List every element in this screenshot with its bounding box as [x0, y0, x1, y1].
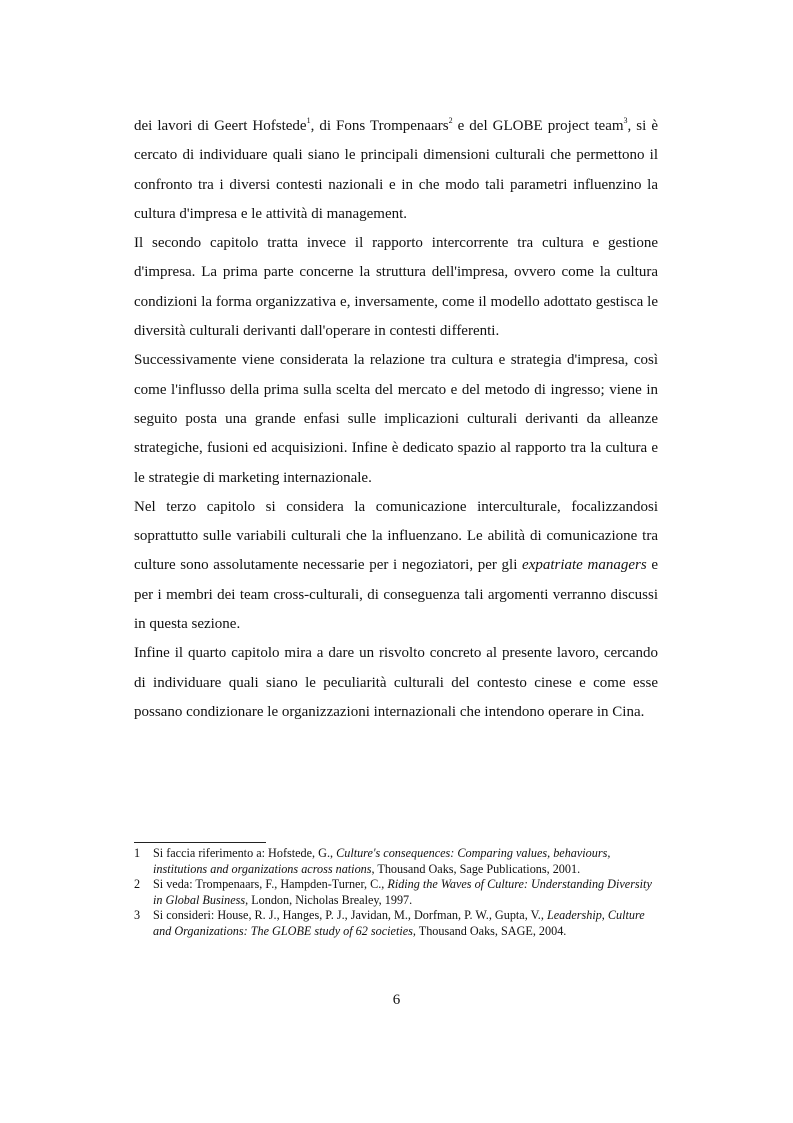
emphasis-term: expatriate managers [522, 557, 647, 574]
text-segment: Successivamente viene considerata la relazione tra cultura e strategia d'impresa, così come l'influsso della prima sulla scelta del mercato e del metodo di ingresso; viene in seguito posta una grande enfasi sulle implicazioni culturali derivanti da alleanze strategiche, fusioni ed acquisizioni. Infine è dedicato spazio al rapporto tra la cultura e le strategie di marketing internazionale. [134, 352, 658, 486]
text-segment: Si faccia riferimento a: Hofstede, G., [153, 846, 337, 860]
page-number: 6 [392, 992, 401, 1008]
footnote-ref-1[interactable]: 1 [306, 116, 311, 125]
footnote-text [153, 908, 658, 939]
text-segment: dei lavori di Geert Hofstede [134, 118, 307, 134]
footnote-text [153, 877, 658, 908]
paragraph-4 [134, 493, 658, 639]
citation-title: Riding the Waves of Culture: Understanding Diversity in Global Business [153, 877, 652, 907]
text-segment: e per i membri dei team cross-culturali, di conseguenza tali argomenti verranno discussi in questa sezione. [134, 557, 658, 633]
footnote-text [153, 846, 658, 877]
body-text [134, 112, 658, 727]
text-segment: , si è cercato di individuare quali siano le principali dimensioni culturali che permettono il confronto tra i diversi contesti nazionali e in che modo tali parametri influenzino la cultura d'impresa e le attività di management. [134, 118, 658, 222]
footnote-ref-3[interactable]: 3 [623, 116, 628, 125]
text-segment: , London, Nicholas Brealey, 1997. [245, 892, 413, 907]
text-segment: Nel terzo capitolo si considera la comunicazione interculturale, focalizzandosi soprattutto sulle variabili culturali che la influenzano. Le abilità di comunicazione tra culture sono assolutamente necessarie per i negoziatori, per gli [134, 498, 658, 574]
paragraph-1 [134, 112, 658, 229]
text-segment: Thousand Oaks, SAGE, 2004. [415, 923, 567, 938]
text-segment: e del GLOBE project team [452, 118, 624, 134]
citation-title: Culture's consequences: Comparing values, behaviours, institutions and organizations across nations [153, 846, 611, 876]
text-segment: Si veda: Trompenaars, F., Hampden-Turner, C., [153, 877, 388, 892]
text-segment: Infine il quarto capitolo mira a dare un risvolto concreto al presente lavoro, cercando di individuare quali siano le peculiarità culturali del contesto cinese e come esse possano condizionare le organizzazioni internazionali che intendono operare in Cina. [134, 645, 658, 720]
footnote-number: 2 [134, 877, 141, 892]
text-segment: Si consideri: House, R. J., Hanges, P. J., Javidan, M., Dorfman, P. W., Gupta, V., [153, 908, 547, 923]
footnotes [134, 846, 658, 940]
text-segment: Il secondo capitolo tratta invece il rapporto intercorrente tra cultura e gestione d'impresa. La prima parte concerne la struttura dell'impresa, ovvero come la cultura condizioni la forma organizzativa e, inversamente, come il modello adottato gestisca le diversità culturali derivanti dall'operare in contesti differenti. [134, 235, 658, 340]
footnote-2 [134, 877, 658, 908]
text-segment: , Thousand Oaks, Sage Publications, 2001. [371, 861, 581, 876]
footnote-number: 3 [134, 908, 141, 923]
footnote-3 [134, 908, 658, 939]
footnote-1 [134, 846, 658, 877]
footnote-number: 1 [134, 846, 141, 860]
footnote-ref-2[interactable]: 2 [448, 116, 453, 125]
citation-title: Leadership, Culture and Organizations: The GLOBE study of 62 societies, [153, 908, 645, 938]
text-segment: , di Fons Trompenaars [310, 118, 449, 134]
paragraph-3 [134, 346, 658, 492]
footnote-separator [134, 842, 266, 843]
paragraph-5 [134, 639, 658, 727]
paragraph-2 [134, 229, 658, 346]
